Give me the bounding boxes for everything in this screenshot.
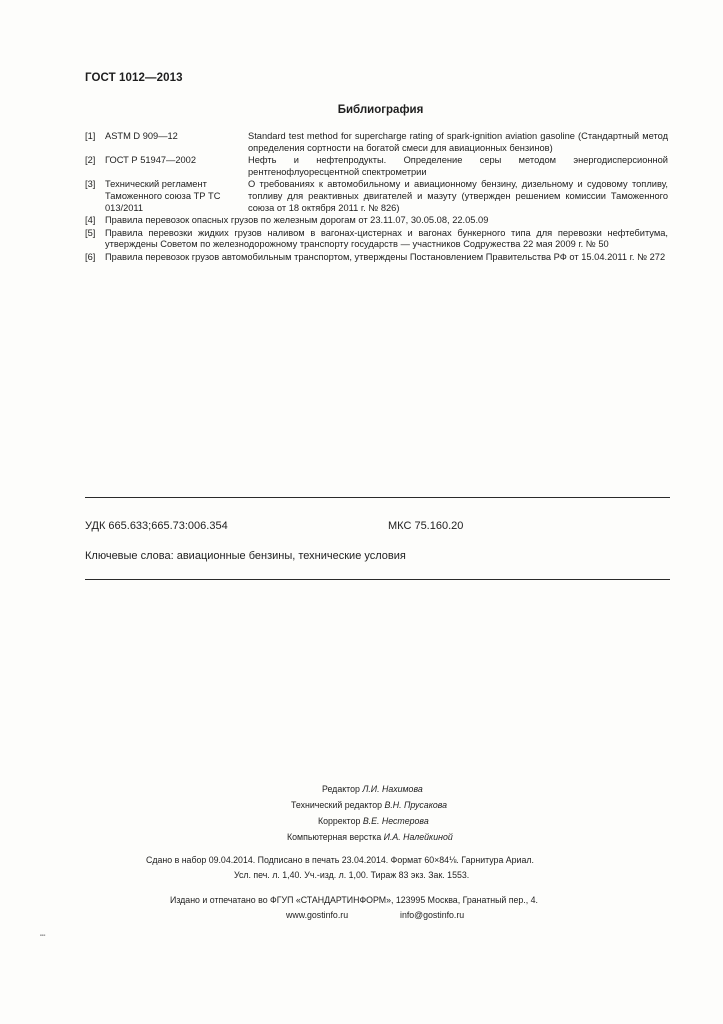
publisher-line: Издано и отпечатано во ФГУП «СТАНДАРТИНФОРМ», 123995 Москва, Гранатный пер., 4. [170, 895, 538, 905]
scan-mark: ■■■ [40, 933, 46, 937]
website-link[interactable]: www.gostinfo.ru [286, 910, 349, 920]
bibliography-entry [85, 179, 668, 214]
mks-code: МКС 75.160.20 [388, 520, 464, 532]
proofreader-label: Корректор [318, 816, 361, 826]
email-link[interactable]: info@gostinfo.ru [400, 910, 465, 920]
entry-source: ГОСТ Р 51947—2002 [105, 155, 197, 166]
entry-number: [4] [85, 215, 96, 226]
bibliography-entry [85, 155, 668, 178]
entry-description: Правила перевозок грузов автомобильным транспортом, утверждены Постановлением Правительства РФ от 15.04.2011 г. № 272 [105, 251, 666, 262]
bibliography-entry [85, 131, 668, 154]
entry-number: [1] [85, 131, 96, 141]
entry-description: Правила перевозки жидких грузов наливом в вагонах-цистернах и вагонах бункерного типа для перевозки нефтебитума, утверждены Советом по железнодорожному транспорту государств — участников Содружества 22 мая 2009 г. № 50 [105, 227, 668, 250]
udk-code: УДК 665.633;665.73:006.354 [85, 520, 228, 532]
keywords-line: Ключевые слова: авиационные бензины, технические условия [85, 550, 406, 562]
proofreader-line [318, 816, 429, 826]
layout-line [287, 832, 453, 842]
entry-description: О требованиях к автомобильному и авиационному бензину, дизельному и судовому топливу, топливу для реактивных двигателей и мазуту (утвержден решением комиссии Таможенного союза от 18 октября 2011 г. № 826) [248, 179, 668, 213]
proofreader-name: В.Е. Нестерова [362, 816, 429, 826]
bibliography-title: Библиография [337, 104, 424, 116]
document-code: ГОСТ 1012—2013 [85, 72, 183, 84]
bibliography-list [85, 131, 668, 265]
entry-number: [3] [85, 179, 96, 190]
bibliography-entry [85, 252, 668, 264]
entry-description: Нефть и нефтепродукты. Определение серы методом энергодисперсионной рентгенофлуоресцентной спектрометрии [248, 155, 668, 177]
entry-number: [6] [85, 251, 96, 262]
entry-number: [5] [85, 227, 96, 238]
tech-editor-line [291, 800, 447, 810]
editor-line [322, 784, 423, 794]
bibliography-entry [85, 215, 668, 227]
divider-top [85, 497, 670, 498]
entry-source: Технический регламент Таможенного союза ТР ТС 013/2011 [105, 179, 221, 213]
editor-name: Л.И. Нахимова [362, 784, 423, 794]
entry-source: ASTM D 909—12 [105, 131, 178, 141]
layout-name: И.А. Налейкиной [383, 832, 453, 842]
divider-bottom [85, 579, 670, 580]
entry-number: [2] [85, 155, 96, 166]
tech-editor-label: Технический редактор [291, 800, 383, 810]
editor-label: Редактор [322, 784, 360, 794]
print-info-line-1: Сдано в набор 09.04.2014. Подписано в печать 23.04.2014. Формат 60×84⅛. Гарнитура Ариал. [146, 855, 534, 865]
tech-editor-name: В.Н. Прусакова [384, 800, 448, 810]
bibliography-entry [85, 228, 668, 251]
print-info-line-2: Усл. печ. л. 1,40. Уч.-изд. л. 1,00. Тираж 83 экз. Зак. 1553. [234, 870, 470, 880]
entry-description: Standard test method for supercharge rating of spark-ignition aviation gasoline (Стандартный метод определения сортности на богатой смеси для авиационных бензинов) [248, 131, 668, 153]
entry-description: Правила перевозок опасных грузов по железным дорогам от 23.11.07, 30.05.08, 22.05.09 [105, 215, 489, 226]
layout-label: Компьютерная верстка [287, 832, 382, 842]
